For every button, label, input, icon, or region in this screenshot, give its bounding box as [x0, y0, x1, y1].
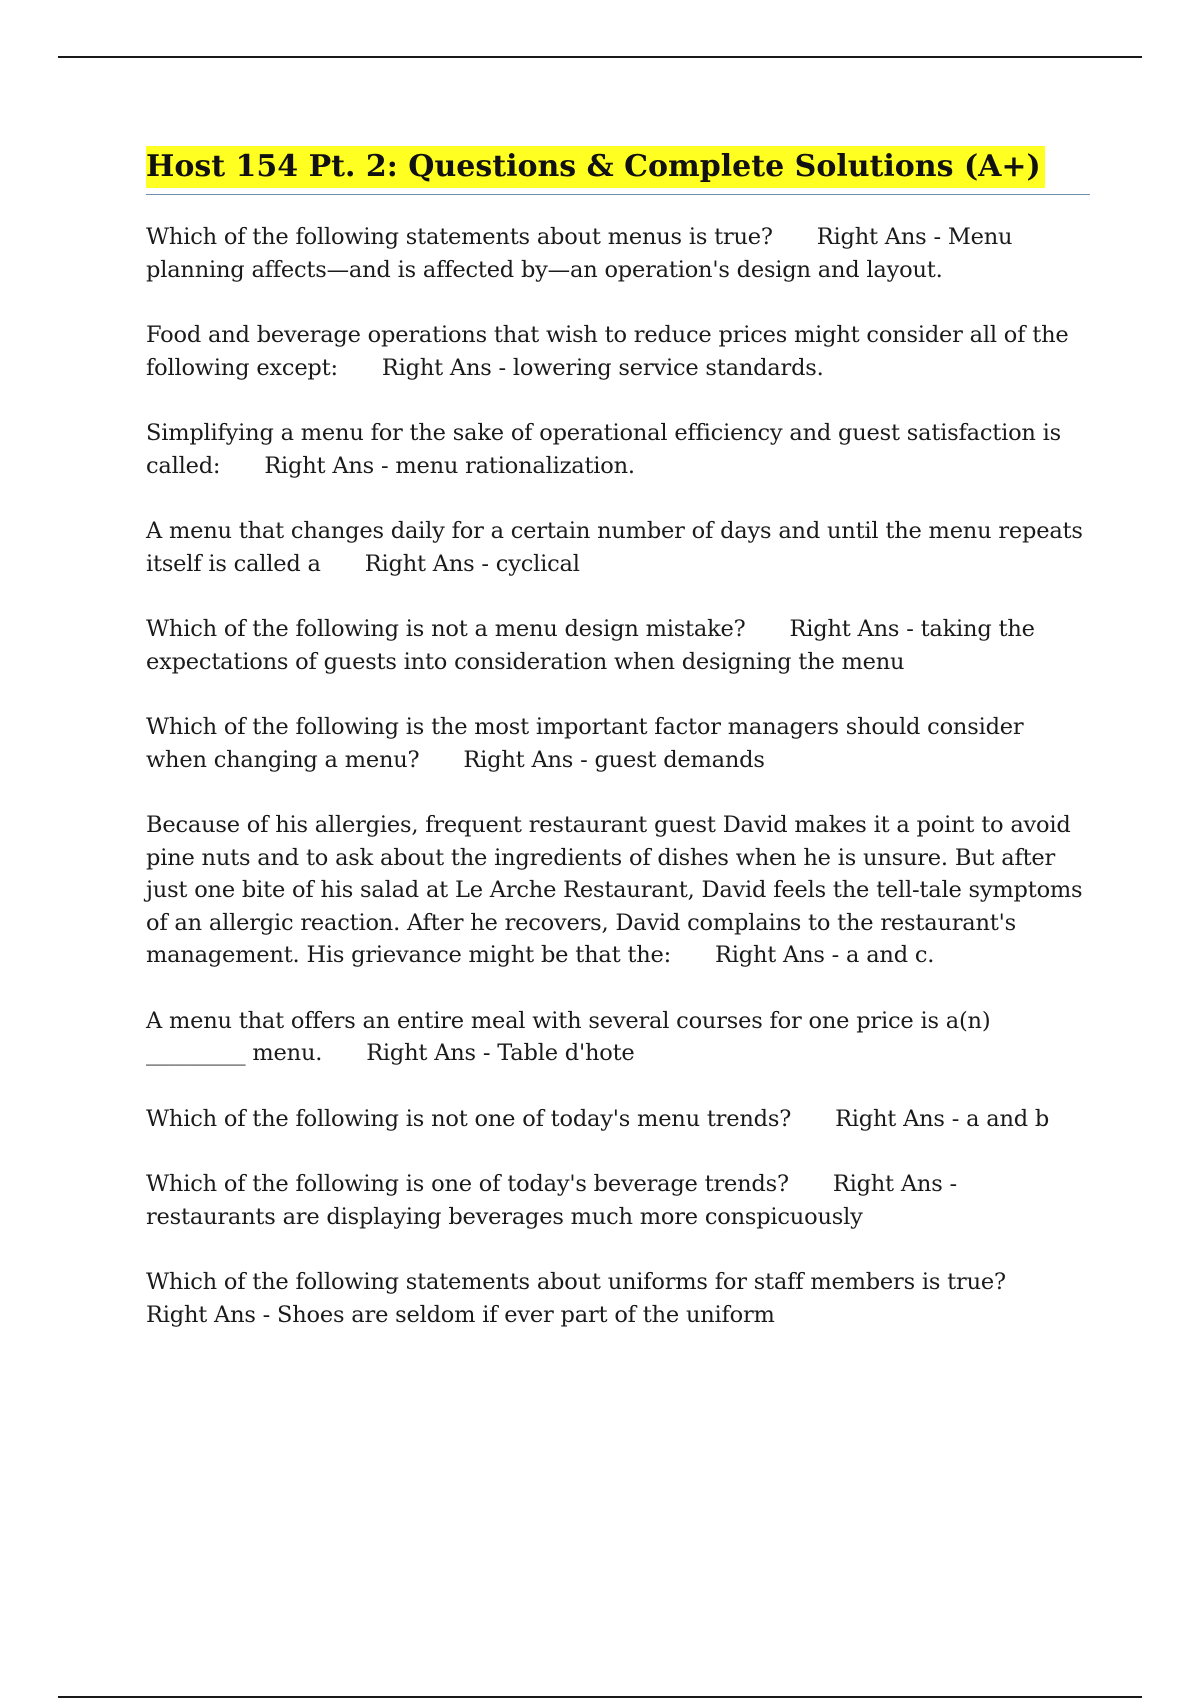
document-body [146, 146, 1090, 1364]
answer-prefix: Right Ans - [366, 1040, 498, 1066]
answer-prefix: Right Ans - [381, 354, 513, 381]
answer-text: restaurants are displaying beverages much more conspicuously [146, 1203, 863, 1230]
question-text: A menu that changes daily for a certain number of days and until the menu repeats itself is called a [146, 518, 1083, 577]
qa-item [146, 1168, 1090, 1233]
answer-prefix: Right Ans - [146, 1301, 278, 1328]
question-text: Which of the following is the most important factor managers should consider when changing a menu? [146, 714, 1024, 773]
question-text: Which of the following statements about menus is true? [146, 224, 773, 250]
question-text: Which of the following statements about uniforms for staff members is true? [146, 1269, 1006, 1295]
answer-prefix: Right Ans - [264, 452, 396, 479]
qa-item [146, 221, 1090, 286]
qa-item [146, 1103, 1090, 1136]
answer-prefix: Right Ans - [715, 942, 847, 968]
page-bottom-rule [58, 1696, 1142, 1698]
qa-item [146, 613, 1090, 678]
qa-item [146, 417, 1090, 482]
answer-prefix: Right Ans - [835, 1105, 967, 1132]
answer-prefix: Right Ans - [832, 1171, 957, 1197]
answer-text: Shoes are seldom if ever part of the uniform [277, 1301, 775, 1328]
answer-prefix: Right Ans - [463, 746, 595, 773]
answer-text: a and c. [846, 942, 935, 968]
answer-text: cyclical [495, 550, 580, 577]
question-text: Which of the following is not one of today's menu trends? [146, 1105, 792, 1132]
qa-list [146, 221, 1090, 1331]
qa-item [146, 1005, 1090, 1070]
question-text: Which of the following is not a menu design mistake? [146, 616, 746, 642]
qa-item [146, 711, 1090, 776]
question-text: Food and beverage operations that wish to reduce prices might consider all of the following except: [146, 322, 1069, 381]
answer-text: lowering service standards. [512, 354, 824, 381]
answer-text: Menu planning affects—and is affected by—an operation's design and layout. [146, 224, 1013, 283]
page-top-rule [58, 56, 1142, 58]
qa-item [146, 319, 1090, 384]
answer-prefix: Right Ans - [789, 616, 921, 642]
qa-item [146, 809, 1090, 972]
answer-text: a and b [966, 1105, 1050, 1132]
answer-text: menu rationalization. [395, 452, 635, 479]
answer-text: guest demands [594, 746, 765, 773]
answer-prefix: Right Ans - [364, 550, 496, 577]
title-block [146, 146, 1090, 195]
qa-item [146, 515, 1090, 580]
question-text: Simplifying a menu for the sake of operational efficiency and guest satisfaction is called: [146, 420, 1062, 479]
qa-item [146, 1266, 1090, 1331]
answer-prefix: Right Ans - [816, 224, 948, 250]
question-text: Because of his allergies, frequent restaurant guest David makes it a point to avoid pine nuts and to ask about the ingredients of dishes when he is unsure. But after just one bite of his salad at Le Arche Restaurant, David feels the tell-tale symptoms of an allergic reaction. After he recovers, David complains to the restaurant's management. His grievance might be that the: [146, 812, 1083, 968]
answer-text: Table d'hote [497, 1040, 635, 1066]
answer-text: taking the expectations of guests into consideration when designing the menu [146, 616, 1035, 675]
document-title: Host 154 Pt. 2: Questions & Complete Solutions (A+) [146, 146, 1045, 188]
question-text: A menu that offers an entire meal with several courses for one price is a(n) _________ menu. [146, 1007, 991, 1066]
question-text: Which of the following is one of today's beverage trends? [146, 1171, 789, 1197]
